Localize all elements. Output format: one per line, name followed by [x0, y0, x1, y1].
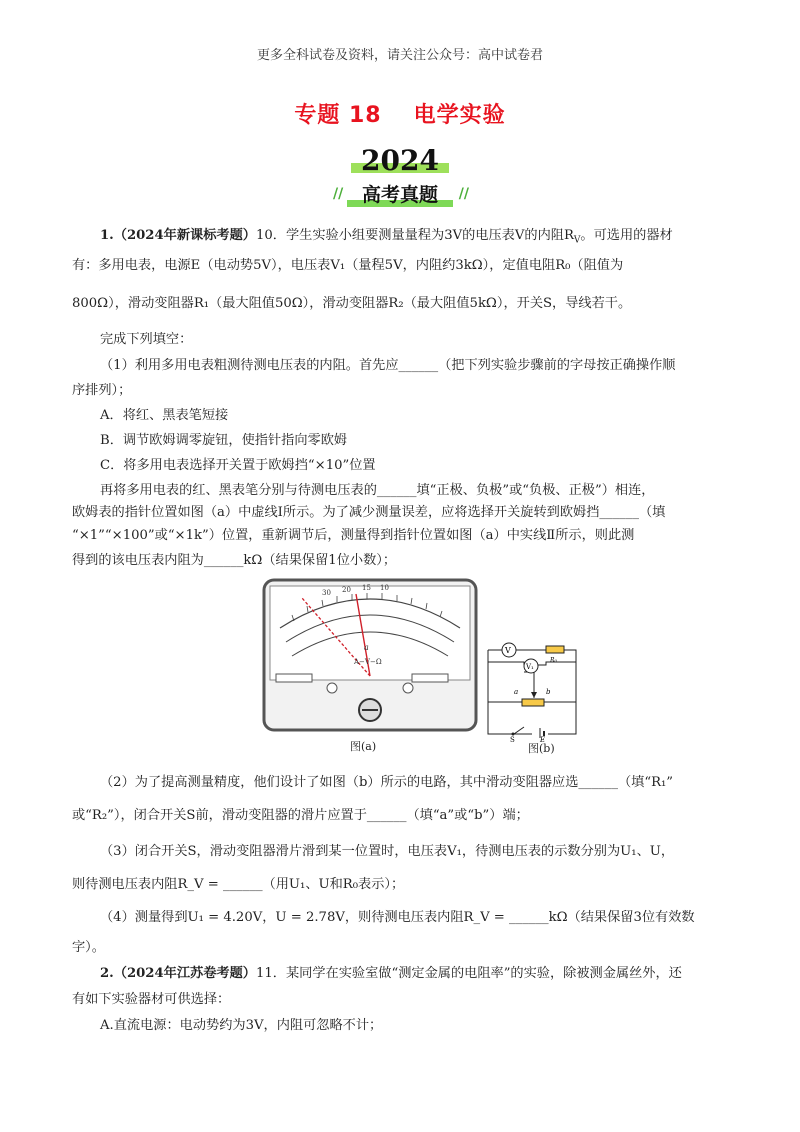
dial-mark-10: 10	[380, 584, 389, 592]
q2-line-1	[100, 964, 760, 984]
dial-mark-20: 20	[342, 586, 351, 594]
banner-slash-left: //	[333, 186, 344, 202]
switch-s-label: S	[510, 736, 515, 744]
rheostat-b-label: b	[546, 688, 551, 696]
q1-option-a: A．将红、黑表笔短接	[100, 408, 229, 423]
dial-mark-15: 15	[362, 584, 371, 592]
q1-line-10: 再将多用电表的红、黑表笔分别与待测电压表的______填“正极、负极”或“负极、正极”）相连，	[100, 483, 655, 498]
q1-line-11: 欧姆表的指针位置如图（a）中虚线Ⅰ所示。为了减少测量误差，应将选择开关旋转到欧姆挡______（填	[72, 505, 666, 520]
multimeter-figure	[262, 578, 478, 732]
meter-left-slot	[276, 674, 312, 682]
page-title	[0, 98, 800, 129]
meter-label: A−V−Ω	[354, 658, 382, 666]
q1-stem-start: 10．学生实验小组要测量量程为3V的电压表V的内阻R	[255, 228, 574, 243]
year-text: 2024	[351, 144, 449, 177]
q1-line-13: 得到的该电压表内阻为______kΩ（结果保留1位小数）；	[72, 553, 397, 568]
q1-line-4: 完成下列填空：	[100, 332, 193, 347]
q1-line-12: “×1”“×100”或“×1k”）位置，重新调节后，测量得到指针位置如图（a）中实线Ⅱ所示，则此测	[72, 528, 635, 543]
meter-right-slot	[412, 674, 448, 682]
q1-line-2: 有：多用电表，电源E（电动势5V），电压表V₁（量程5V，内阻约3kΩ），定值电阻R₀（阻值为	[72, 258, 624, 273]
section-title: 高考真题	[361, 184, 438, 206]
title-topic-number: 专题 18	[294, 103, 382, 128]
figure-a-caption: 图(a)	[350, 740, 377, 753]
q1-line-14: （2）为了提高测量精度，他们设计了如图（b）所示的电路，其中滑动变阻器应选______（填“R₁”	[100, 775, 674, 790]
year-heading	[0, 144, 800, 177]
title-topic-name: 电学实验	[413, 103, 506, 128]
q1-line-5: （1）利用多用电表粗测待测电压表的内阻。首先应______（把下列实验步骤前的字母按正确操作顺	[100, 358, 676, 373]
figure-b-caption: 图(b)	[528, 742, 555, 755]
q1-line-6: 序排列）；	[72, 383, 132, 398]
battery-e-label: E	[540, 736, 546, 744]
q1-line-3: 800Ω），滑动变阻器R₁（最大阻值50Ω），滑动变阻器R₂（最大阻值5kΩ），开关S，导线若干。	[72, 296, 632, 311]
dial-mark-30: 30	[322, 589, 331, 597]
q1-line-18: （4）测量得到U₁ = 4.20V，U = 2.78V，则待测电压表内阻R_V = ______kΩ（结果保留3位有效数	[100, 910, 695, 925]
meter-mark-a: a	[364, 643, 369, 652]
q1-subscript: V	[573, 235, 581, 246]
terminal-right	[403, 683, 413, 693]
q2-stem: 11．某同学在实验室做“测定金属的电阻率”的实验，除被测金属丝外，还	[255, 966, 682, 981]
voltmeter-v-label: V	[505, 646, 511, 655]
q1-line-19: 字）。	[72, 940, 105, 955]
q1-source: 1.（2024年新课标考题）	[100, 228, 256, 243]
circuit-figure	[484, 632, 580, 744]
q1-stem-end: 。可选用的器材	[580, 228, 673, 243]
q1-option-c: C．将多用电表选择开关置于欧姆挡“×10”位置	[100, 458, 376, 473]
voltmeter-v1-label: V₁	[526, 663, 534, 671]
banner-slash-right: //	[458, 186, 469, 202]
q1-line-1	[100, 226, 760, 251]
q2-source: 2.（2024年江苏卷考题）	[100, 966, 256, 981]
q1-line-16: （3）闭合开关S，滑动变阻器滑片滑到某一位置时，电压表V₁，待测电压表的示数分别为U₁、U，	[100, 844, 675, 859]
q1-line-15: 或“R₂”），闭合开关S前，滑动变阻器的滑片应置于______（填“a”或“b”）端；	[72, 808, 529, 823]
q1-line-17: 则待测电压表内阻R_V = ______（用U₁、U和R₀表示）；	[72, 877, 405, 892]
q2-option-a: A.直流电源：电动势约为3V，内阻可忽略不计；	[100, 1018, 383, 1033]
q1-option-b: B．调节欧姆调零旋钮，使指针指向零欧姆	[100, 433, 348, 448]
q2-line-2: 有如下实验器材可供选择：	[72, 992, 231, 1007]
terminal-left	[327, 683, 337, 693]
section-banner	[333, 180, 469, 206]
rheostat-a-label: a	[514, 688, 519, 696]
resistor-r0-label: R₀	[550, 657, 557, 664]
page-header: 更多全科试卷及资料，请关注公众号：高中试卷君	[256, 48, 543, 63]
